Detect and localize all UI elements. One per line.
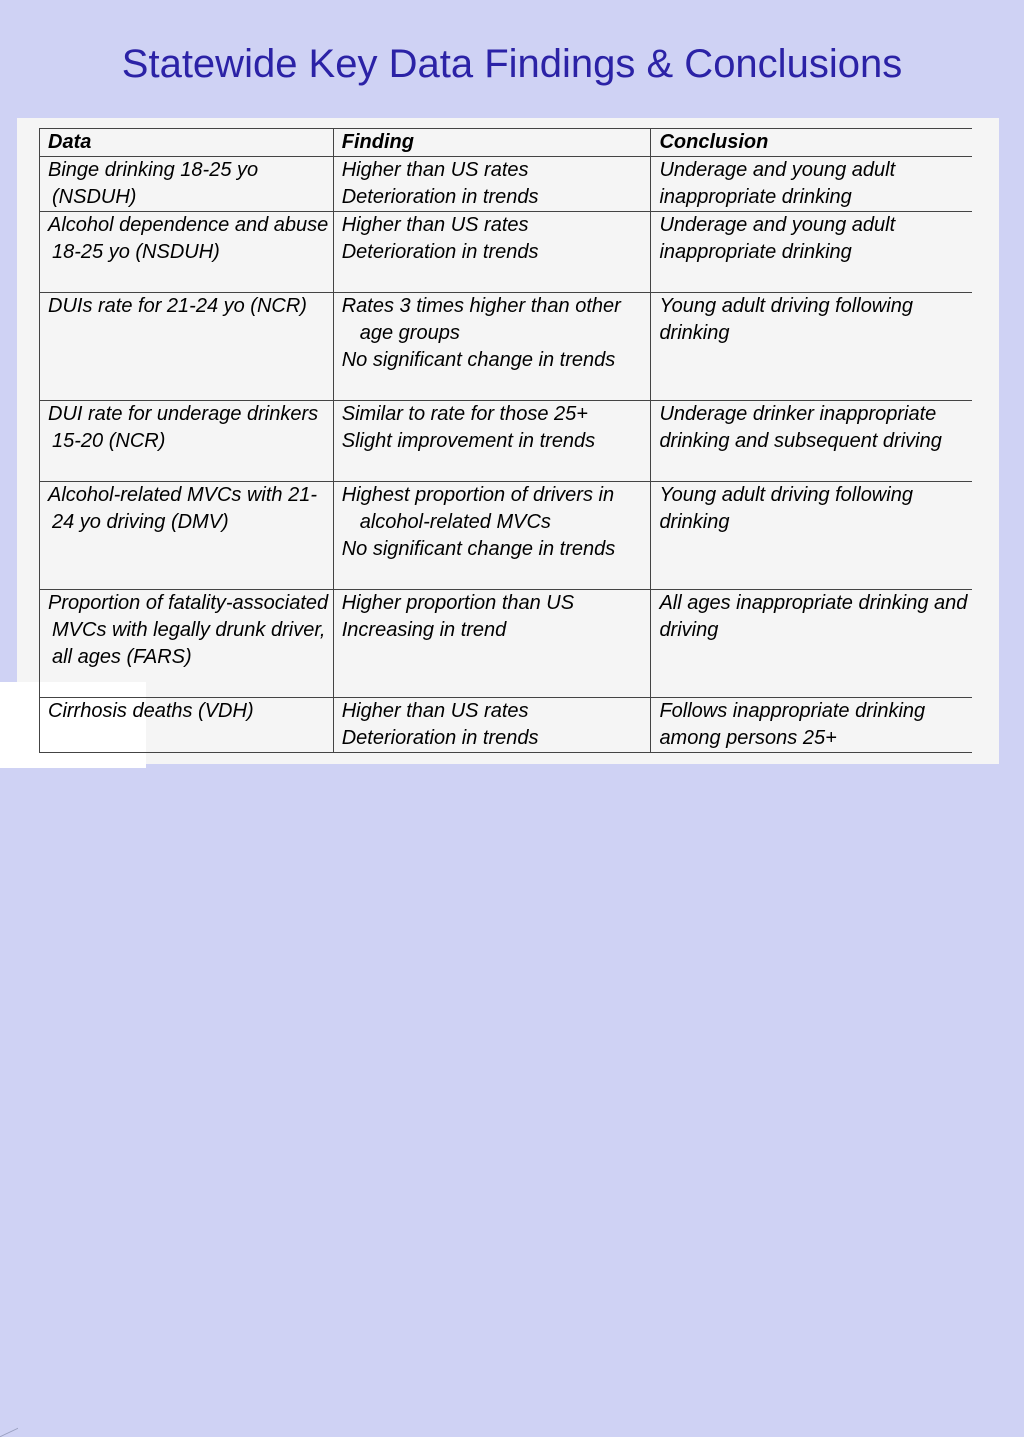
conclusion-cell: Young adult driving following drinking [651,293,972,401]
table-row [40,401,973,482]
finding-line: Similar to rate for those 25+ [341,403,588,425]
finding-cell [333,293,651,401]
finding-line: Slight improvement in trends [341,430,596,452]
data-cell [40,212,334,293]
finding-line: Deterioration in trends [341,241,539,263]
header-row [40,129,973,157]
finding-line: No significant change in trends [341,538,616,560]
data-cell [40,293,334,401]
header-conclusion: Conclusion [651,129,972,157]
finding-line: Deterioration in trends [341,727,539,749]
findings-table [39,128,972,753]
conclusion-cell: Underage drinker inappropriate drinking and subsequent driving [651,401,972,482]
finding-line: Rates 3 times higher than other age groups [341,295,621,344]
finding-cell [333,212,651,293]
table-row [40,482,973,590]
data-text: Proportion of fatality-associated MVCs with legally drunk driver, all ages (FARS) [48,592,329,668]
table-row [40,157,973,212]
data-text: DUIs rate for 21-24 yo (NCR) [48,295,307,317]
data-text: DUI rate for underage drinkers 15-20 (NCR) [48,403,319,452]
finding-line: Higher than US rates [341,214,529,236]
finding-line: Higher proportion than US [341,592,575,614]
finding-line: Increasing in trend [341,619,507,641]
table-row [40,698,973,753]
finding-line: Deterioration in trends [341,186,539,208]
finding-line: Higher than US rates [341,700,529,722]
header-data: Data [40,129,334,157]
conclusion-cell: All ages inappropriate drinking and driving [651,590,972,698]
finding-cell [333,401,651,482]
data-cell [40,157,334,212]
finding-cell [333,590,651,698]
finding-cell [333,698,651,753]
table-row [40,293,973,401]
conclusion-cell: Underage and young adult inappropriate drinking [651,212,972,293]
data-cell [40,401,334,482]
finding-line: No significant change in trends [341,349,616,371]
data-text: Binge drinking 18-25 yo (NSDUH) [48,159,259,208]
header-finding: Finding [333,129,651,157]
table-row [40,590,973,698]
data-text: Alcohol-related MVCs with 21-24 yo driving (DMV) [48,484,317,533]
data-text: Cirrhosis deaths (VDH) [48,700,254,722]
data-cell [40,482,334,590]
finding-line: Higher than US rates [341,159,529,181]
finding-cell [333,482,651,590]
finding-cell [333,157,651,212]
conclusion-cell: Underage and young adult inappropriate drinking [651,157,972,212]
conclusion-cell: Young adult driving following drinking [651,482,972,590]
corner-line-decoration [0,1416,18,1437]
conclusion-cell: Follows inappropriate drinking among persons 25+ [651,698,972,753]
data-cell [40,698,334,753]
slide-title: Statewide Key Data Findings & Conclusions [121,42,903,86]
data-text: Alcohol dependence and abuse 18-25 yo (NSDUH) [48,214,329,263]
finding-line: Highest proportion of drivers in alcohol-related MVCs [341,484,615,533]
data-cell [40,590,334,698]
table-row [40,212,973,293]
